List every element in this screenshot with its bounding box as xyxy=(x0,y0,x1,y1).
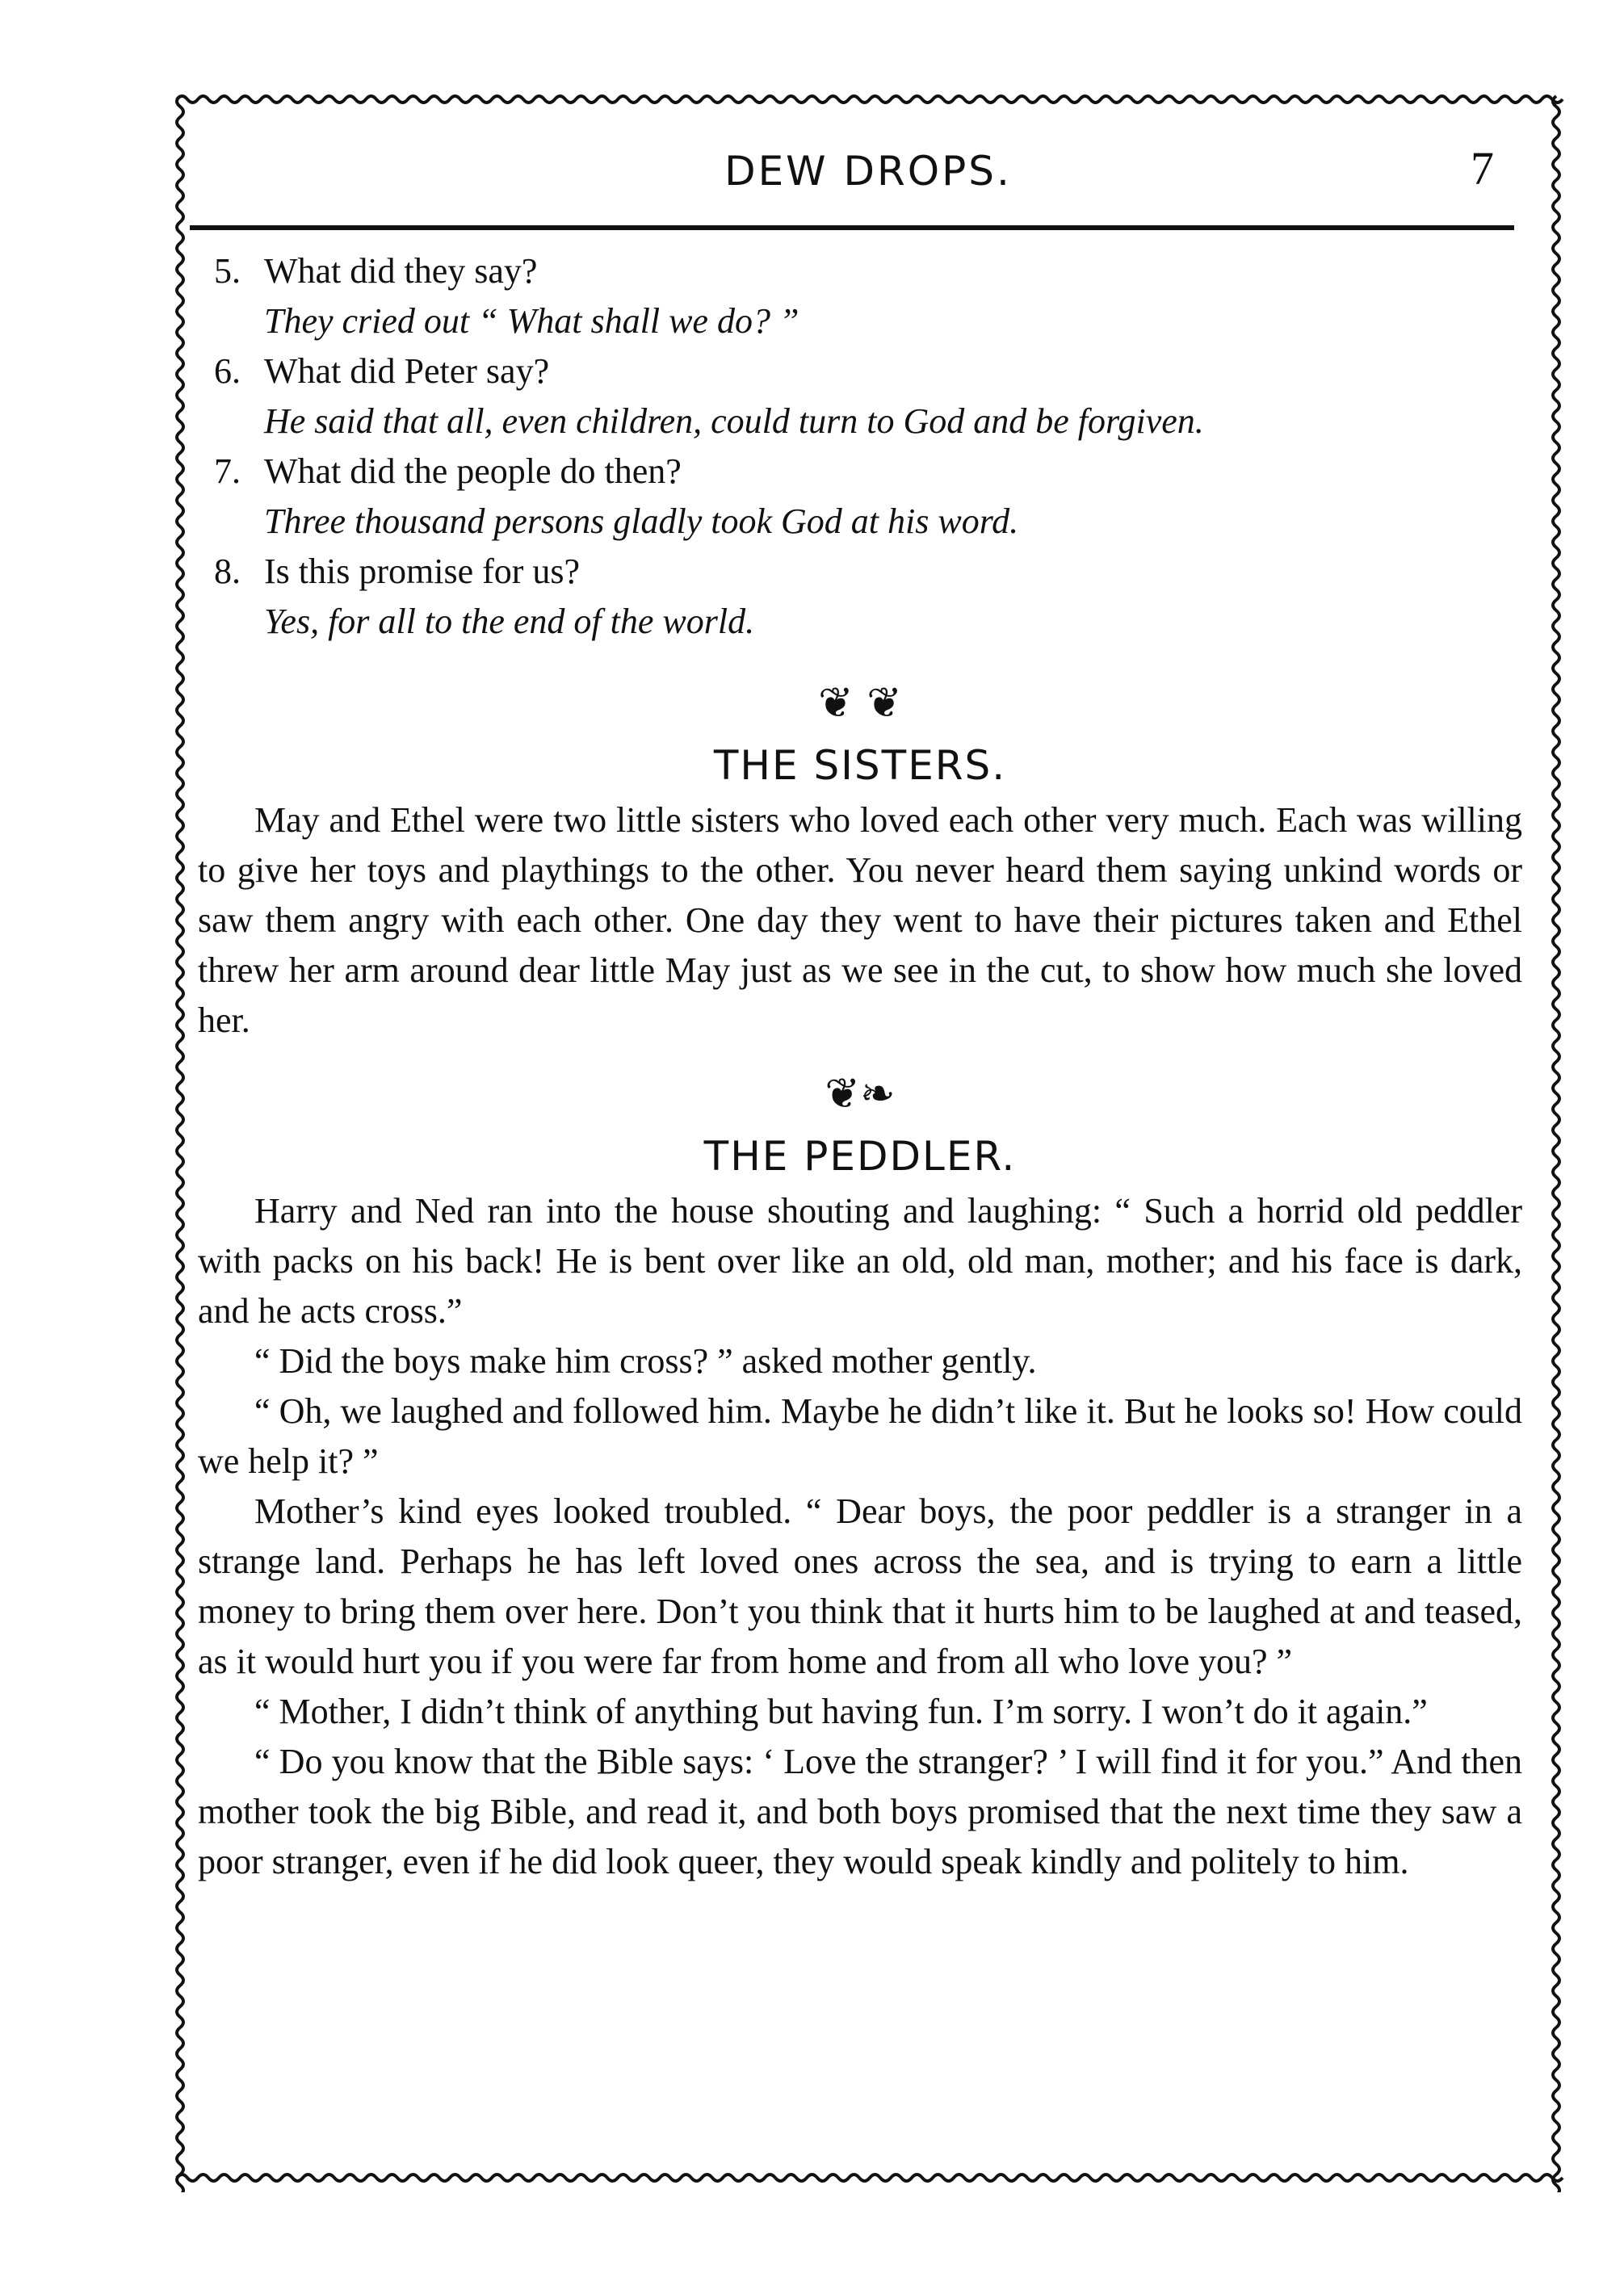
qa-item xyxy=(198,246,1522,346)
page-number: 7 xyxy=(1471,142,1494,195)
peddler-paragraph: Harry and Ned ran into the house shouting and laughing: “ Such a horrid old peddler with packs on his back! He is bent over like an old, old man, mother; and his face is dark, and he acts cross.” xyxy=(198,1191,1522,1331)
qa-item xyxy=(198,547,1522,647)
question xyxy=(198,346,1522,396)
page-header xyxy=(198,141,1538,238)
question-text: What did they say? xyxy=(264,251,538,291)
peddler-paragraph: “ Do you know that the Bible says: ‘ Love the stranger? ’ I will find it for you.” And then mother took the big Bible, and read it, and both boys promised that the next time they saw a poor stranger, even if he did look queer, they would speak kindly and politely to him. xyxy=(198,1742,1522,1881)
question-number: 6. xyxy=(214,351,241,391)
question-text: What did the people do then? xyxy=(264,451,682,491)
peddler-paragraph: “ Oh, we laughed and followed him. Maybe he didn’t like it. But he looks so! How could we help it? ” xyxy=(198,1391,1522,1481)
peddler-paragraph: Mother’s kind eyes looked troubled. “ Dear boys, the poor peddler is a stranger in a strange land. Perhaps he has left loved ones across the sea, and is trying to earn a little money to bring them over here. Don’t you think that it hurts him to be laughed at and teased, as it would hurt you if you were far from home and from all who love you? ” xyxy=(198,1491,1522,1681)
header-rule xyxy=(190,225,1514,230)
question xyxy=(198,246,1522,296)
question-number: 5. xyxy=(214,251,241,291)
page-frame xyxy=(166,85,1571,2192)
sisters-paragraph: May and Ethel were two little sisters who loved each other very much. Each was willing to give her toys and playthings to the other. You never heard them saying unkind words or saw them angry with each other. One day they went to have their pictures taken and Ethel threw her arm around dear little May just as we see in the cut, to show how much she loved her. xyxy=(198,800,1522,1040)
peddler-title: THE PEDDLER. xyxy=(703,1133,1017,1180)
answer: They cried out “ What shall we do? ” xyxy=(264,301,799,341)
peddler-paragraph: “ Did the boys make him cross? ” asked mother gently. xyxy=(254,1341,1037,1381)
qa-item xyxy=(198,346,1522,447)
question-number: 7. xyxy=(214,451,241,491)
qa-item xyxy=(198,447,1522,547)
question-text: Is this promise for us? xyxy=(264,552,581,591)
question-number: 8. xyxy=(214,552,241,591)
question-text: What did Peter say? xyxy=(264,351,550,391)
answer: Three thousand persons gladly took God at his word. xyxy=(264,501,1019,541)
peddler-paragraph: “ Mother, I didn’t think of anything but having fun. I’m sorry. I won’t do it again.” xyxy=(254,1692,1428,1731)
answer: Yes, for all to the end of the world. xyxy=(264,602,755,641)
page-content xyxy=(198,246,1522,1887)
running-title: DEW DROPS. xyxy=(724,148,1012,195)
sisters-title: THE SISTERS. xyxy=(713,742,1007,789)
floral-ornament-icon: ❦❧ xyxy=(825,1070,896,1118)
leaf-ornament-icon: ❦ ❦ xyxy=(818,679,902,728)
answer: He said that all, even children, could turn to God and be forgiven. xyxy=(264,401,1204,441)
question xyxy=(198,447,1522,497)
catechism-list xyxy=(198,246,1522,647)
question xyxy=(198,547,1522,597)
